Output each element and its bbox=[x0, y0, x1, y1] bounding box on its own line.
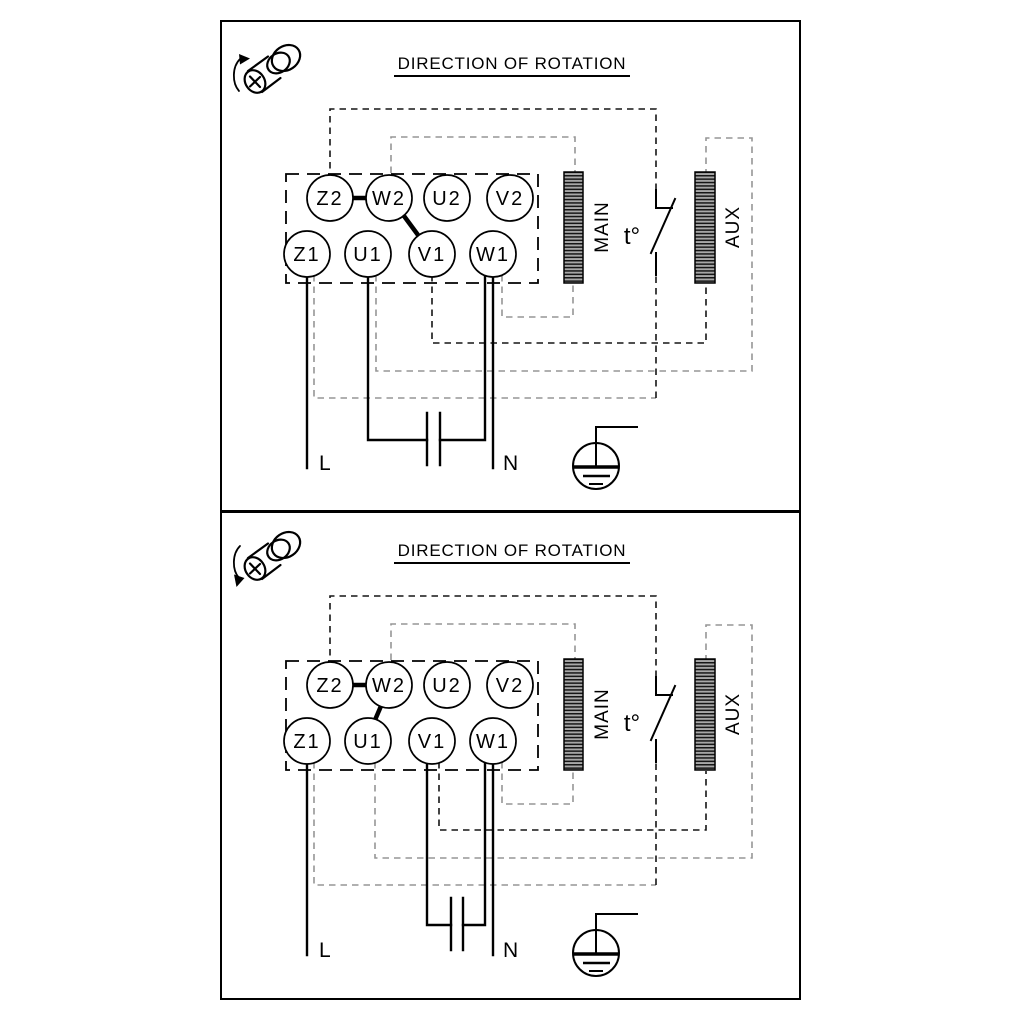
wiring-panel-bottom bbox=[222, 509, 799, 999]
svg-text:V2: V2 bbox=[495, 188, 525, 210]
thermal-switch-symbol bbox=[651, 677, 675, 762]
wire-v1-to-aux-bottom bbox=[432, 275, 706, 343]
capacitor bbox=[451, 898, 463, 950]
svg-text:U2: U2 bbox=[432, 188, 462, 210]
terminal-z1 bbox=[284, 718, 330, 764]
line-label: L bbox=[319, 939, 331, 962]
bridge-w2-u1 bbox=[375, 706, 381, 720]
aux-winding-label: AUX bbox=[723, 205, 744, 249]
svg-text:Z1: Z1 bbox=[293, 244, 321, 266]
terminal-v2 bbox=[487, 175, 533, 221]
svg-text:Z1: Z1 bbox=[293, 731, 321, 753]
terminal-v1 bbox=[409, 718, 455, 764]
thermal-switch-symbol bbox=[651, 190, 675, 275]
terminal-u2 bbox=[424, 175, 470, 221]
bridge-w2-v1 bbox=[404, 216, 418, 235]
main-winding bbox=[564, 659, 583, 770]
aux-winding bbox=[695, 659, 715, 770]
svg-text:V1: V1 bbox=[417, 244, 447, 266]
terminal-w2 bbox=[366, 175, 412, 221]
line-label: L bbox=[319, 452, 331, 475]
svg-text:V2: V2 bbox=[495, 675, 525, 697]
svg-text:U2: U2 bbox=[432, 675, 462, 697]
ground-symbol bbox=[573, 427, 637, 489]
thermal-switch-label: t° bbox=[623, 710, 641, 737]
svg-text:Z2: Z2 bbox=[316, 675, 344, 697]
capacitor-leads bbox=[427, 761, 485, 925]
terminal-u1 bbox=[345, 718, 391, 764]
page-title: DIRECTION OF ROTATION bbox=[397, 54, 627, 73]
page-title: DIRECTION OF ROTATION bbox=[397, 541, 627, 560]
aux-winding-label: AUX bbox=[723, 692, 744, 736]
neutral-label: N bbox=[503, 452, 519, 475]
capacitor bbox=[427, 413, 440, 465]
aux-winding bbox=[695, 172, 715, 283]
terminal-w1 bbox=[470, 231, 516, 277]
arrow-head bbox=[239, 54, 250, 65]
svg-text:V1: V1 bbox=[417, 731, 447, 753]
terminal-v1 bbox=[409, 231, 455, 277]
terminal-v2 bbox=[487, 662, 533, 708]
rotation-ccw-icon bbox=[234, 527, 305, 587]
neutral-label: N bbox=[503, 939, 519, 962]
terminal-z2 bbox=[307, 662, 353, 708]
main-winding-label: MAIN bbox=[592, 201, 613, 253]
wiring-panel-top bbox=[222, 22, 799, 512]
terminal-u2 bbox=[424, 662, 470, 708]
terminal-z1 bbox=[284, 231, 330, 277]
terminal-z2 bbox=[307, 175, 353, 221]
svg-text:U1: U1 bbox=[353, 731, 383, 753]
terminal-u1 bbox=[345, 231, 391, 277]
svg-text:W2: W2 bbox=[372, 188, 406, 210]
terminal-w2 bbox=[366, 662, 412, 708]
svg-text:Z2: Z2 bbox=[316, 188, 344, 210]
wire-w2-to-main-top bbox=[391, 137, 575, 173]
svg-text:W2: W2 bbox=[372, 675, 406, 697]
svg-text:W1: W1 bbox=[476, 244, 510, 266]
arrow-head bbox=[234, 575, 245, 588]
rotation-cw-icon bbox=[234, 40, 305, 97]
main-winding-label: MAIN bbox=[592, 688, 613, 740]
thermal-switch-label: t° bbox=[623, 223, 641, 250]
svg-text:W1: W1 bbox=[476, 731, 510, 753]
ground-symbol bbox=[573, 914, 637, 976]
main-winding bbox=[564, 172, 583, 283]
wire-w2-to-main-top bbox=[391, 624, 575, 660]
svg-text:U1: U1 bbox=[353, 244, 383, 266]
terminal-w1 bbox=[470, 718, 516, 764]
